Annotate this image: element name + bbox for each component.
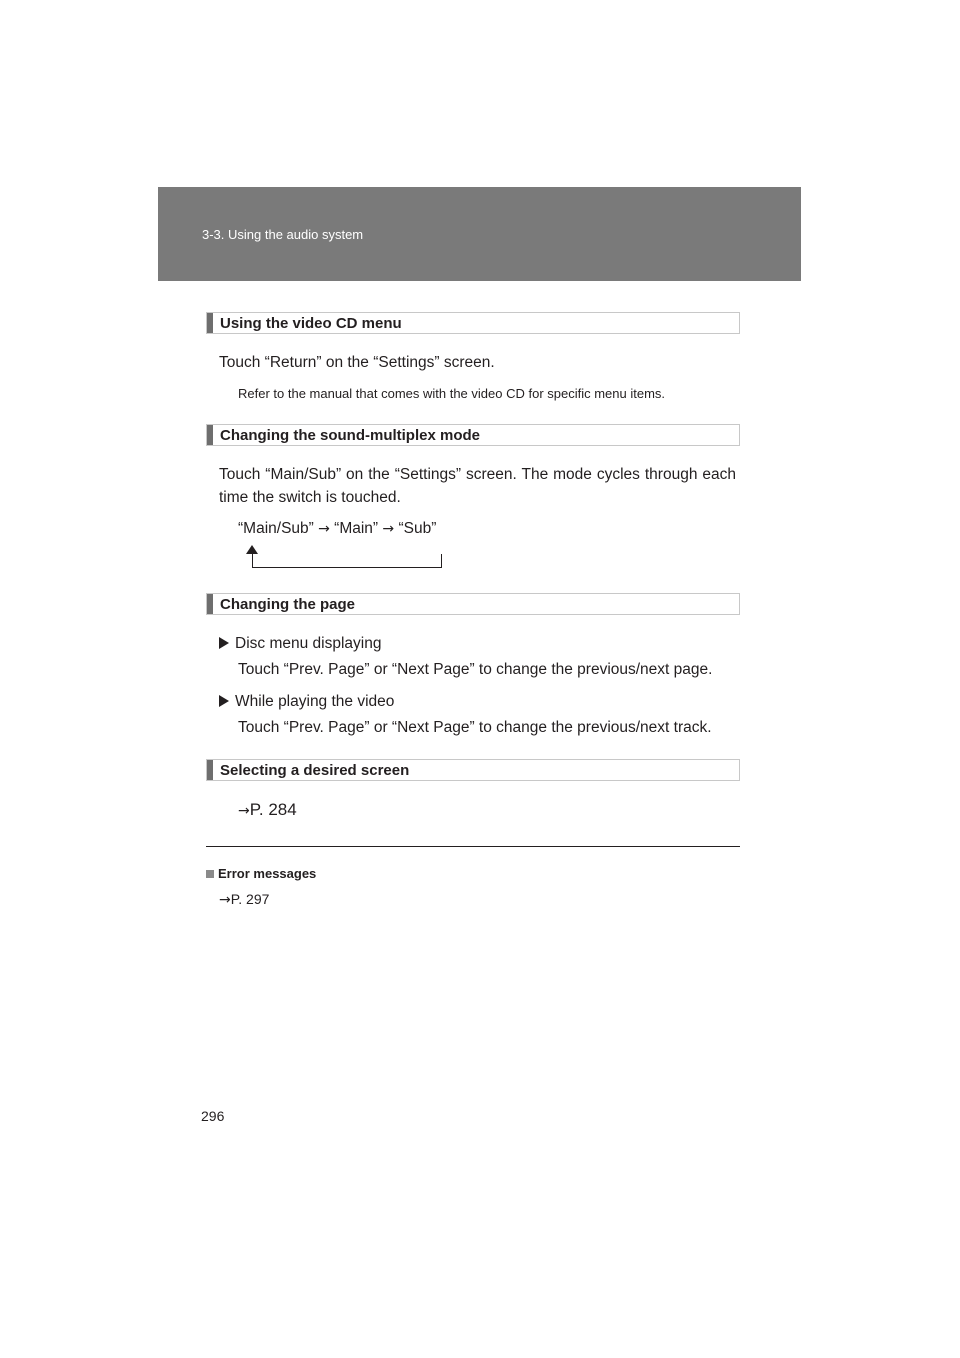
mode-main-sub: “Main/Sub” xyxy=(238,520,314,537)
section-bar-icon xyxy=(207,425,213,445)
section-text: Touch “Return” on the “Settings” screen. xyxy=(219,354,495,371)
triangle-bullet-icon xyxy=(219,637,229,649)
section-text: Touch “Main/Sub” on the “Settings” screen. The mode cycles through each time the switch is touched. xyxy=(219,466,736,506)
section-heading-video-cd-menu xyxy=(206,312,740,334)
page-reference-link[interactable] xyxy=(238,798,297,823)
section-heading-desired-screen xyxy=(206,759,740,781)
cycle-return-line-icon xyxy=(252,554,442,568)
right-arrow-icon: → xyxy=(219,892,231,908)
reference-text: P. 284 xyxy=(249,800,297,819)
section-bar-icon xyxy=(207,313,213,333)
item-text: Touch “Prev. Page” or “Next Page” to change the previous/next page. xyxy=(238,661,713,678)
right-arrow-icon: → xyxy=(382,521,395,537)
section-bar-icon xyxy=(207,594,213,614)
section-title: Changing the sound-multiplex mode xyxy=(220,426,480,444)
triangle-bullet-icon xyxy=(219,695,229,707)
section-title: Using the video CD menu xyxy=(220,314,402,332)
list-item xyxy=(219,632,381,655)
section-title: Changing the page xyxy=(220,595,355,613)
note-title: Error messages xyxy=(218,866,317,881)
right-arrow-icon: → xyxy=(238,803,250,819)
right-arrow-icon: → xyxy=(318,521,330,537)
page-number: 296 xyxy=(201,1108,225,1124)
section-bar-icon xyxy=(207,760,213,780)
note-ref-text: P. 297 xyxy=(230,891,270,907)
section-title: Selecting a desired screen xyxy=(220,761,410,779)
note-reference-link[interactable] xyxy=(219,891,269,908)
cycle-return-arrow-icon xyxy=(246,545,258,554)
section-note: Refer to the manual that comes with the video CD for specific menu items. xyxy=(238,386,666,401)
section-heading-changing-page xyxy=(206,593,740,615)
item-text: Touch “Prev. Page” or “Next Page” to change the previous/next track. xyxy=(238,719,712,736)
item-heading: Disc menu displaying xyxy=(235,635,382,652)
list-item xyxy=(219,690,394,713)
chapter-header xyxy=(158,187,801,281)
note-heading xyxy=(206,866,316,881)
section-heading-sound-multiplex xyxy=(206,424,740,446)
mode-sub: “Sub” xyxy=(398,520,437,537)
divider xyxy=(206,846,740,847)
item-heading: While playing the video xyxy=(235,693,395,710)
square-bullet-icon xyxy=(206,870,214,878)
mode-cycle xyxy=(238,517,436,541)
chapter-title: 3-3. Using the audio system xyxy=(202,227,364,242)
mode-main: “Main” xyxy=(334,520,379,537)
